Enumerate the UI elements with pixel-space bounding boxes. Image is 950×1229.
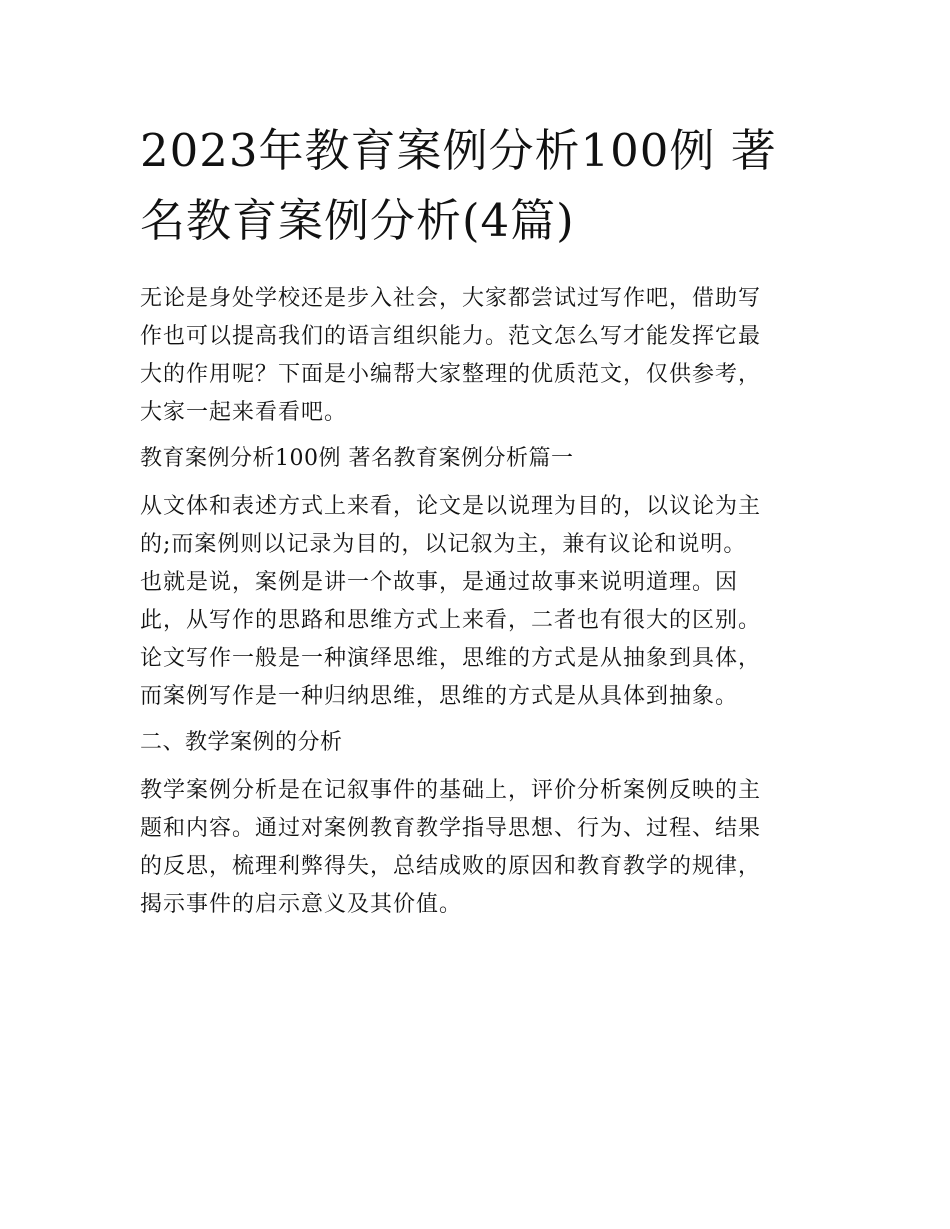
intro-line: 作也可以提高我们的语言组织能力。范文怎么写才能发挥它最	[140, 324, 762, 349]
document-page	[140, 116, 815, 924]
section-2-line: 的反思，梳理利弊得失，总结成败的原因和教育教学的规律，	[140, 854, 762, 879]
title-line-1: 2023年教育案例分析100例 著	[140, 124, 777, 177]
intro-line: 大的作用呢？下面是小编帮大家整理的优质范文，仅供参考，	[140, 362, 762, 387]
section-2-line: 揭示事件的启示意义及其价值。	[140, 892, 463, 917]
intro-line: 大家一起来看看吧。	[140, 400, 348, 425]
section-2-heading: 二、教学案例的分析	[140, 730, 343, 755]
section-1-line: 从文体和表述方式上来看，论文是以说理为目的，以议论为主	[140, 494, 762, 519]
title-line-2: 名教育案例分析(4篇)	[140, 194, 575, 247]
section-1-line: 论文写作一般是一种演绎思维，思维的方式是从抽象到具体，	[140, 646, 762, 671]
section-2-line: 教学案例分析是在记叙事件的基础上，评价分析案例反映的主	[140, 778, 762, 803]
intro-line: 无论是身处学校还是步入社会，大家都尝试过写作吧，借助写	[140, 286, 762, 311]
section-2-paragraph	[140, 772, 815, 924]
section-1-line: 此，从写作的思路和思维方式上来看，二者也有很大的区别。	[140, 608, 762, 633]
document-title	[140, 116, 815, 256]
section-1-line: 而案例写作是一种归纳思维，思维的方式是从具体到抽象。	[140, 684, 739, 709]
section-2-line: 题和内容。通过对案例教育教学指导思想、行为、过程、结果	[140, 816, 762, 841]
section-1-heading: 教育案例分析100例 著名教育案例分析篇一	[140, 446, 574, 471]
section-1-line: 也就是说，案例是讲一个故事，是通过故事来说明道理。因	[140, 570, 739, 595]
section-1-line: 的;而案例则以记录为目的，以记叙为主，兼有议论和说明。	[140, 532, 747, 557]
section-1-paragraph	[140, 488, 815, 716]
intro-paragraph	[140, 280, 815, 432]
